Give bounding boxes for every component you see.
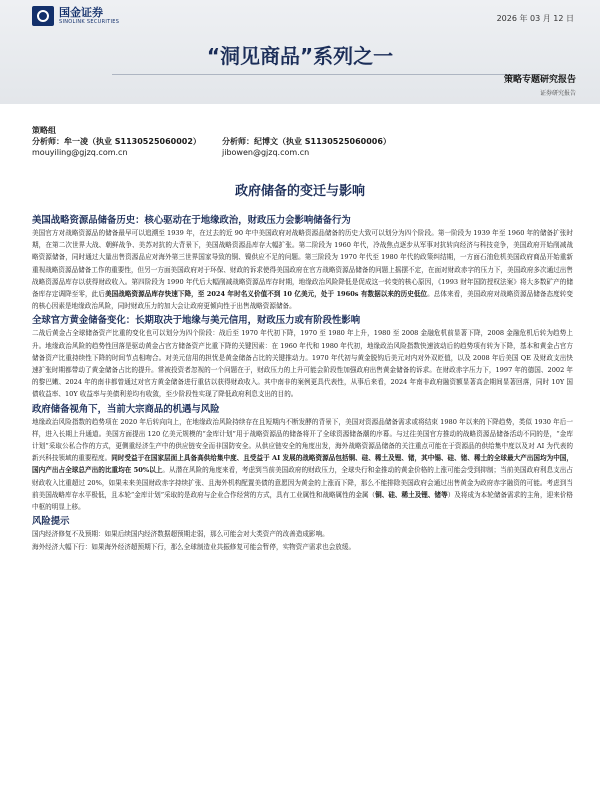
brand-logo-icon [32, 6, 54, 26]
title-divider [112, 74, 542, 75]
risk-item: 国内经济修复不及预期：如果后续国内经济数据超预期走弱，那么可能会对大类资产的改善造成影响。 [32, 530, 329, 539]
section-title: 全球官方黄金储备变化：长期取决于地缘与美元信用，财政压力或有阶段性影响 [32, 315, 361, 327]
report-title: 政府储备的变迁与影响 [234, 184, 365, 199]
analyst-name: 分析师：纪博文（执业 S1130525060006） [222, 137, 391, 146]
analyst-1 [32, 136, 222, 158]
section-title: 美国战略资源品储备历史：核心驱动在于地缘政治，财政压力会影响储备行为 [32, 215, 351, 226]
risk-title: 风险提示 [32, 516, 70, 528]
brand-name-en: SINOLINK SECURITIES [59, 19, 120, 25]
brand-name-cn: 国金证券 [59, 6, 103, 19]
report-date: 2026 年 03 月 12 日 [496, 14, 574, 23]
report-header [0, 0, 600, 104]
section-paragraph: 二战后黄金占全球储备资产比重的变化也可以划分为四个阶段：战后至 1970 年代初下降，1970 至 1980 年上升，1980 至 2008 金融危机前显著下降，2008 金融危机后转为趋势上升。地缘政治风险的趋势性回落是驱动黄金占官方储备资产比重下降的关键因素：在 1960 年代和 1980 年代初，地缘政治风险指数快速波动后的趋势项有转为下降，基本和黄金占官方储备资产比重持续性下降的时间节点相吻合。对美元信用的担忧是黄金储备占比的关键推动力。1970 年代初与黄金脱钩后美元对内对外双贬值，以及 2008 年后美国 QE 及财政支出快速扩张时期都带动了黄金储备占比的提升。常被投资者忽视的一个问题在于，财政压力的上升可能会阶段性加强政府出售黄金储备的诉求。在财政赤字压力下，1997 年的德国、2002 年的黎巴嫩、2024 年的南非都曾通过对官方黄金储备进行重估以获得财政收入。其中南非的案例更具代表性，从事后来看，2024 年南非政府融资额显著高企期间显著回落，同时 10Y 国债收益率、10Y 收益率与美债利差均有收敛，至少阶段性实现了降低政府利息支出的目的。 [32, 329, 573, 399]
series-title: “洞见商品”系列之一 [206, 44, 394, 68]
analyst-block [32, 125, 572, 158]
report-dept: 证券研究报告 [539, 90, 576, 97]
report-type: 策略专题研究报告 [503, 75, 576, 85]
analyst-group: 策略组 [32, 126, 56, 135]
brand-logo [32, 6, 119, 26]
analyst-2 [222, 136, 412, 158]
section-paragraph: 地缘政治风险指数的趋势项在 2020 年后转向向上，在地缘政治风险持续存在且短期内不断发酵的背景下，美国对资源品储备需求或将结束 1980 年以来的下降趋势，类似 1930 年后一样，进入长期上升通道。美国方面提出 120 亿美元规模的“金库计划”用于战略资源品的储备将开了全球资源储备潮的序幕。与过往美国官方推动的战略资源品储备活动不同的是，“金库计划”采取公私合作的方式，更侧重经济生产中的供应链安全而非国防安全。从供应链安全的角度出发，海外战略资源品储备的关注重点可能在于资源品的供给集中度以及对 AI 为代表的新兴科技领域的重要程度。同时受益于在国家层面上具备高供给集中度、且受益于 AI 发展的战略资源品包括铜、硅、稀土及锂、锗，其中锡、硅、锗、稀土的全球最大产出国均为中国，国内产出占全球总产出的比重均在 50%以上。从潜在风险的角度来看，考虑到当前美国政府的财政压力，全球央行和金推动的黄金价格的上涨可能会受到抑制；当前美国政府利息支出占财政收入比重超过 20%，如果未来美国财政赤字持续扩张、且海外机构配置美债的意愿因为黄金的上涨而下降，那么不能排除美国政府会通过出售黄金为政府赤字融资的可能。考虑到当前美国战略库存水平极低，且本轮“金库计划”采取的是政府与企业合作经营的方式，具有工业属性和战略属性的金属（铜、硅、稀土及锂、锗等）及将成为本轮储备需求的主角，迎来价格中枢的明显上移。 [32, 417, 574, 512]
analyst-email[interactable]: jibowen@gjzq.com.cn [222, 148, 310, 157]
analyst-name: 分析师：牟一凌（执业 S1130525060002） [32, 137, 201, 146]
analyst-email[interactable]: mouyiling@gjzq.com.cn [32, 148, 128, 157]
report-body [32, 212, 573, 554]
risk-item: 海外经济大幅下行：如果海外经济超预期下行，那么全球制造业共振修复可能会暂停，实物资产需求也会放缓。 [32, 543, 356, 552]
section-title: 政府储备视角下，当前大宗商品的机遇与风险 [32, 403, 220, 415]
section-paragraph: 美国官方对战略资源品的储备最早可以追溯至 1939 年，在过去的近 90 年中美国政府对战略资源品储备的历史大致可以划分为四个阶段。第一阶段为 1939 年至 1960 年的储备扩张时期，在第二次世界大战、朝鲜战争、美苏对抗的大背景下，美国战略资源品库存大幅扩张。第二阶段为 1960 年代，冷战焦点逐步从军事对抗转向经济与科技竞争，美国政府开始削减战略资源储备，同时通过大量出售资源品应对海外第三世界国家导致的铜、镍供应不足的问题。第三阶段为 1970 年代至 1980 年代的政策纠结期，一方面石油危机美国政府商品开始重新重视战略资源品储备工作的重要性，但另一方面美国政府对于环保、财政的诉求使得美国政府在官方战略资源品储备的问题上摇摆不定，在面对财政赤字的压力下，美国政府多次通过出售战略资源品库存以获得财政收入。第四阶段为 1990 年代后大幅削减战略资源品库存时期，地缘政治风险降低是促成这一转变的核心原因，《1993 财年国防授权法案》将大多数矿产的储备库存定调降至零，此后美国战略资源品库存快速下降，至 2024 年时名义价值不到 10 亿美元，处于 1960s 有数据以来的历史低位。总体来看，美国政府对战略资源品储备态度转变的核心因素是地缘政治风险，同时财政压力的加大会让政府更倾向性于出售战略资源储备。 [32, 229, 574, 311]
